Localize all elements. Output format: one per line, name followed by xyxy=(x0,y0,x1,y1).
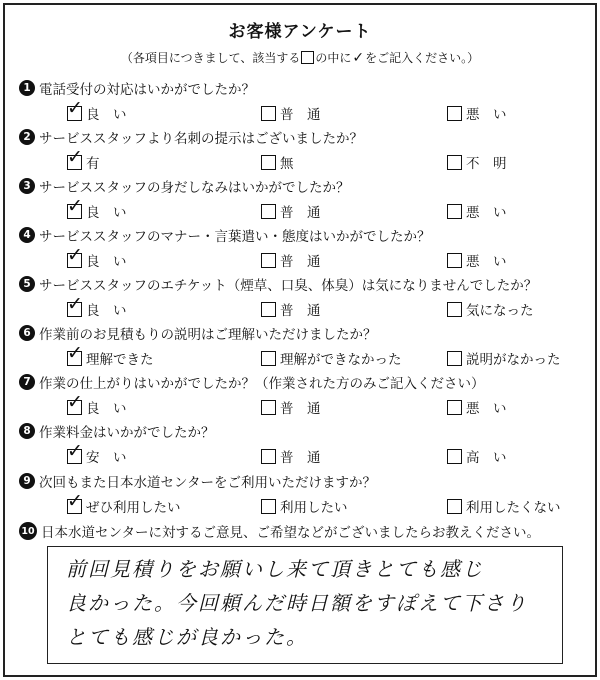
question-10-text: 日本水道センターに対するご意見、ご希望などがございましたらお教えください。 xyxy=(41,525,540,541)
check-mark-icon: ✓ xyxy=(67,292,83,315)
question-number-badge: 10 xyxy=(19,522,37,540)
option-label: 良 い xyxy=(86,107,127,123)
check-mark-icon: ✓ xyxy=(67,341,83,364)
checkbox[interactable] xyxy=(261,351,276,366)
checkbox[interactable] xyxy=(261,400,276,415)
option-label: 悪 い xyxy=(466,401,507,417)
option-8-3[interactable] xyxy=(447,446,566,466)
check-mark-icon: ✓ xyxy=(67,96,83,119)
option-3-3[interactable] xyxy=(447,201,566,221)
option-label: 普 通 xyxy=(280,254,321,270)
check-mark-icon: ✓ xyxy=(67,194,83,217)
checkbox[interactable] xyxy=(261,204,276,219)
checkbox[interactable] xyxy=(261,449,276,464)
checkbox[interactable] xyxy=(261,106,276,121)
question-4-title xyxy=(19,226,589,244)
question-10-title xyxy=(19,522,589,540)
option-label: 高 い xyxy=(466,450,507,466)
checkbox[interactable] xyxy=(261,155,276,170)
option-label: 良 い xyxy=(86,401,127,417)
question-4 xyxy=(19,226,589,270)
option-label: 理解ができなかった xyxy=(280,352,402,368)
check-mark-icon: ✓ xyxy=(67,439,83,462)
checkbox[interactable] xyxy=(67,489,83,514)
check-mark-icon: ✓ xyxy=(67,390,83,413)
question-6-options xyxy=(19,341,589,368)
option-label: 普 通 xyxy=(280,107,321,123)
option-label: 普 通 xyxy=(280,205,321,221)
check-mark-icon: ✓ xyxy=(67,145,83,168)
option-3-1[interactable] xyxy=(67,194,186,221)
question-5-text: サービススタッフのエチケット（煙草、口臭、体臭）は気になりませんでしたか？ xyxy=(39,278,538,294)
question-9-text: 次回もまた日本水道センターをご利用いただけますか？ xyxy=(39,475,376,491)
question-8-title xyxy=(19,422,589,440)
option-label: 良 い xyxy=(86,303,127,319)
question-3-text: サービススタッフの身だしなみはいかがでしたか？ xyxy=(39,180,350,196)
option-label: 無 xyxy=(280,156,294,172)
option-1-3[interactable] xyxy=(447,103,566,123)
checkbox[interactable] xyxy=(447,253,462,268)
option-4-3[interactable] xyxy=(447,250,566,270)
question-8 xyxy=(19,422,589,466)
question-number-badge: 2 xyxy=(19,129,35,145)
question-4-options xyxy=(19,243,589,270)
option-4-2[interactable] xyxy=(261,250,380,270)
option-8-1[interactable] xyxy=(67,439,186,466)
option-label: 悪 い xyxy=(466,254,507,270)
question-1 xyxy=(19,79,589,123)
option-6-1[interactable] xyxy=(67,341,154,368)
question-number-badge: 1 xyxy=(19,80,35,96)
question-9 xyxy=(19,472,589,516)
handwritten-line-1: 前回見積りをお願いし来て頂きとても感じ xyxy=(66,557,484,581)
option-7-3[interactable] xyxy=(447,397,566,417)
option-label: 普 通 xyxy=(280,450,321,466)
checkbox[interactable] xyxy=(261,499,276,514)
option-7-2[interactable] xyxy=(261,397,380,417)
option-label: 気になった xyxy=(466,303,534,319)
question-3-title xyxy=(19,177,589,195)
checkbox[interactable] xyxy=(67,341,83,366)
option-label: ぜひ利用したい xyxy=(86,500,181,516)
option-7-1[interactable] xyxy=(67,390,186,417)
instruction-after: をご記入ください。） xyxy=(365,51,480,65)
check-mark-icon: ✓ xyxy=(67,243,83,266)
checkbox[interactable] xyxy=(447,449,462,464)
option-3-2[interactable] xyxy=(261,201,380,221)
question-1-text: 電話受付の対応はいかがでしたか？ xyxy=(39,82,255,98)
option-label: 良 い xyxy=(86,205,127,221)
checkbox[interactable] xyxy=(447,204,462,219)
checkbox[interactable] xyxy=(447,351,462,366)
checkbox[interactable] xyxy=(67,145,83,170)
option-label: 普 通 xyxy=(280,401,321,417)
question-number-badge: 9 xyxy=(19,473,35,489)
option-label: 説明がなかった xyxy=(466,352,561,368)
question-3-options xyxy=(19,194,589,221)
checkbox[interactable] xyxy=(447,155,462,170)
question-8-options xyxy=(19,439,589,466)
option-label: 理解できた xyxy=(86,352,154,368)
option-8-2[interactable] xyxy=(261,446,380,466)
question-number-badge: 6 xyxy=(19,325,35,341)
question-2-text: サービススタッフより名刺の提示はございましたか？ xyxy=(39,131,363,147)
survey-sheet xyxy=(3,3,597,677)
option-6-2[interactable] xyxy=(261,348,402,368)
checkbox[interactable] xyxy=(67,439,83,464)
checkbox[interactable] xyxy=(261,302,276,317)
checkbox[interactable] xyxy=(447,499,462,514)
question-number-badge: 5 xyxy=(19,276,35,292)
option-label: 悪 い xyxy=(466,205,507,221)
survey-title: お客様アンケート xyxy=(228,22,372,42)
question-9-title xyxy=(19,472,589,490)
option-9-3[interactable] xyxy=(447,496,561,516)
question-8-text: 作業料金はいかがでしたか？ xyxy=(39,425,215,441)
option-9-2[interactable] xyxy=(261,496,348,516)
option-label: 利用したい xyxy=(280,500,348,516)
option-4-1[interactable] xyxy=(67,243,186,270)
question-number-badge: 8 xyxy=(19,423,35,439)
check-mark-icon: ✓ xyxy=(67,489,83,512)
option-2-2[interactable] xyxy=(261,152,294,172)
instruction-text xyxy=(5,49,595,66)
question-2-options xyxy=(19,145,589,172)
question-number-badge: 7 xyxy=(19,374,35,390)
question-number-badge: 3 xyxy=(19,178,35,194)
checkbox-sample-icon xyxy=(301,51,314,64)
option-9-1[interactable] xyxy=(67,489,181,516)
checkbox[interactable] xyxy=(447,106,462,121)
checkbox[interactable] xyxy=(67,292,83,317)
checkbox[interactable] xyxy=(447,400,462,415)
option-label: 安 い xyxy=(86,450,127,466)
question-5-title xyxy=(19,275,589,293)
option-label: 良 い xyxy=(86,254,127,270)
option-2-3[interactable] xyxy=(447,152,566,172)
question-9-options xyxy=(19,489,589,516)
instruction-middle: の中に xyxy=(315,51,352,65)
option-2-1[interactable] xyxy=(67,145,100,172)
checkbox[interactable] xyxy=(447,302,462,317)
option-1-1[interactable] xyxy=(67,96,186,123)
option-5-3[interactable] xyxy=(447,299,534,319)
instruction-before: （各項目につきまして、該当する xyxy=(120,51,301,65)
checkbox[interactable] xyxy=(67,243,83,268)
option-label: 普 通 xyxy=(280,303,321,319)
question-3 xyxy=(19,177,589,221)
option-5-1[interactable] xyxy=(67,292,186,319)
question-7-options xyxy=(19,390,589,417)
handwritten-line-2: 良かった。今回頼んだ時日額をすぽえて下さり xyxy=(66,591,528,615)
option-1-2[interactable] xyxy=(261,103,380,123)
option-label: 有 xyxy=(86,156,100,172)
question-1-options xyxy=(19,96,589,123)
question-6-title xyxy=(19,324,589,342)
checkbox[interactable] xyxy=(67,390,83,415)
question-number-badge: 4 xyxy=(19,227,35,243)
option-6-3[interactable] xyxy=(447,348,561,368)
question-2 xyxy=(19,128,589,172)
question-5 xyxy=(19,275,589,319)
question-1-title xyxy=(19,79,589,97)
option-label: 利用したくない xyxy=(466,500,561,516)
question-6-text: 作業前のお見積もりの説明はご理解いただけましたか？ xyxy=(39,327,377,343)
question-7-title xyxy=(19,373,589,391)
checkbox[interactable] xyxy=(67,96,83,121)
check-sample-icon: ✓ xyxy=(352,50,365,66)
question-10 xyxy=(19,522,589,540)
question-7-text: 作業の仕上がりはいかがでしたか？（作業された方のみご記入ください） xyxy=(39,376,485,392)
handwritten-line-3: とても感じが良かった。 xyxy=(66,625,308,649)
option-label: 悪 い xyxy=(466,107,507,123)
question-7 xyxy=(19,373,589,417)
checkbox[interactable] xyxy=(67,194,83,219)
option-5-2[interactable] xyxy=(261,299,380,319)
option-label: 不 明 xyxy=(466,156,507,172)
checkbox[interactable] xyxy=(261,253,276,268)
question-6 xyxy=(19,324,589,368)
free-comment-area[interactable] xyxy=(47,546,563,664)
question-5-options xyxy=(19,292,589,319)
question-2-title xyxy=(19,128,589,146)
question-4-text: サービススタッフのマナー・言葉遣い・態度はいかがでしたか？ xyxy=(39,229,431,245)
